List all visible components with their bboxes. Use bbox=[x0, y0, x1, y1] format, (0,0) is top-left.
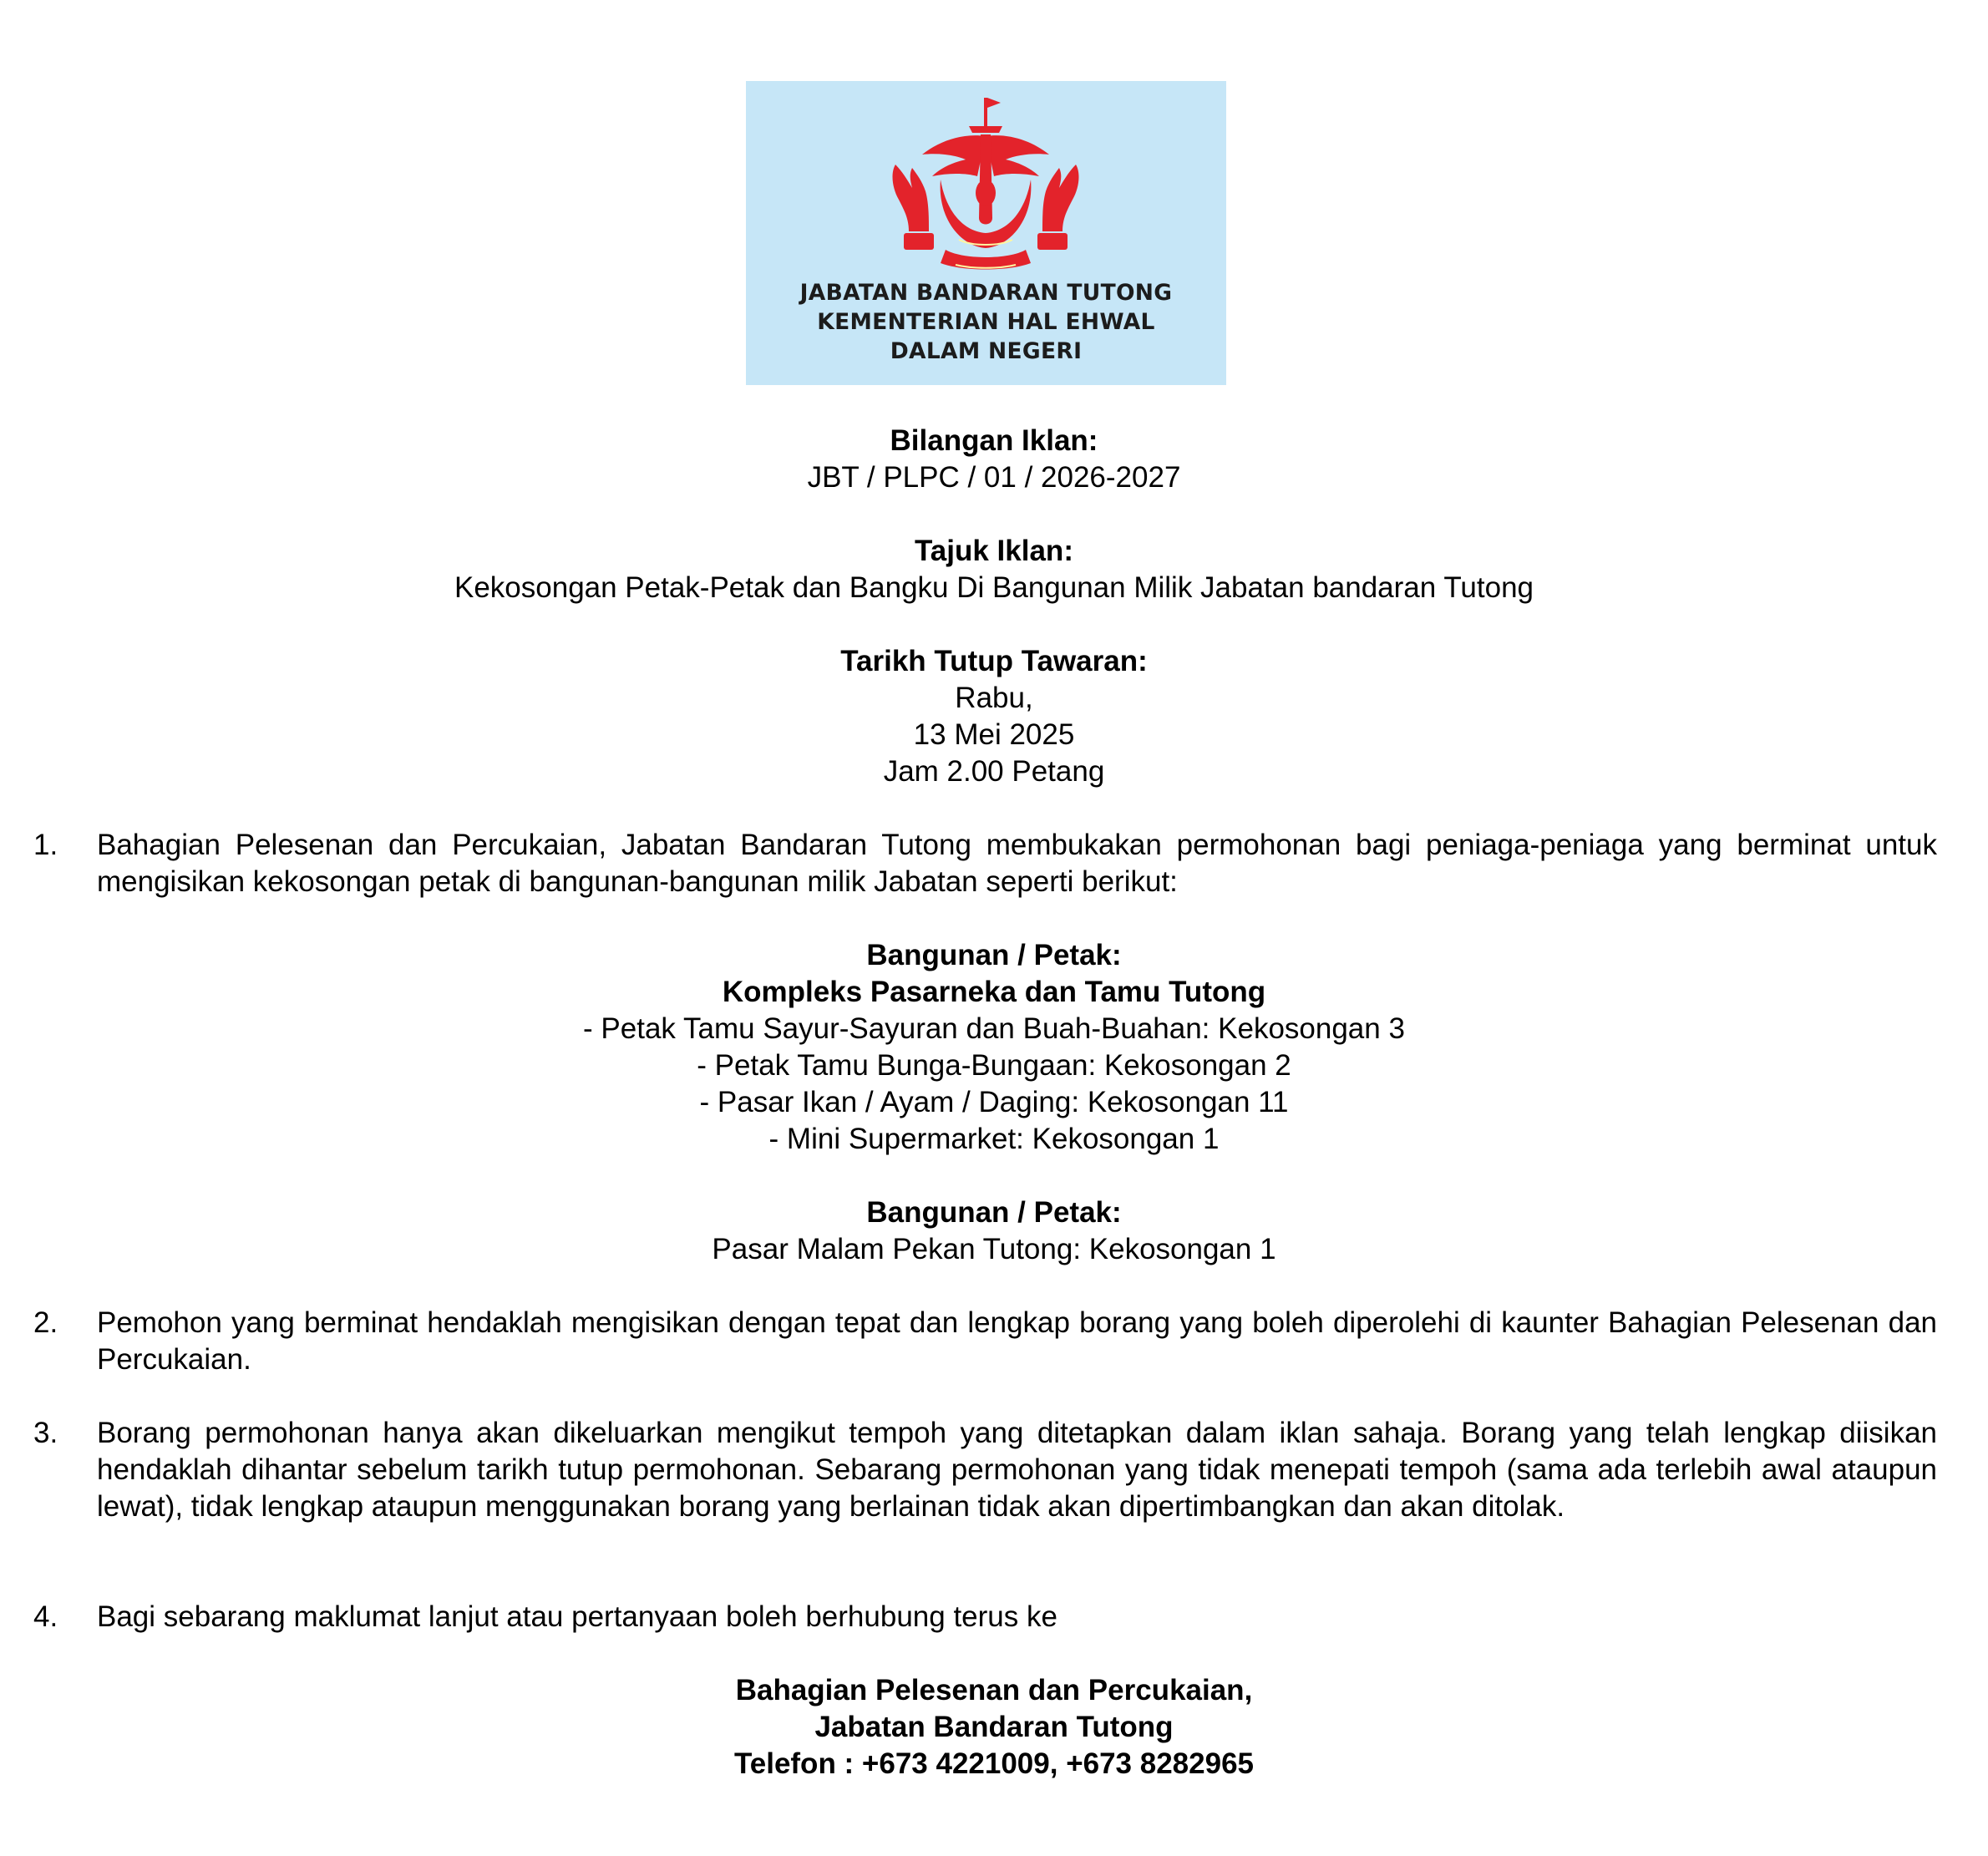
item-number: 2. bbox=[33, 1306, 58, 1339]
item-text: Bagi sebarang maklumat lanjut atau pertanyaan boleh berhubung terus ke bbox=[97, 1600, 1057, 1633]
ad-number-value: JBT / PLPC / 01 / 2026-2027 bbox=[807, 461, 1181, 494]
ad-title-label: Tajuk Iklan: bbox=[915, 535, 1073, 567]
contact-department: Jabatan Bandaran Tutong bbox=[814, 1711, 1174, 1743]
brunei-crest-icon bbox=[879, 93, 1093, 276]
item-text: Bahagian Pelesenan dan Percukaian, Jabatan Bandaran Tutong membukakan permohonan bagi peniaga-peniaga yang berminat untuk mengisikan kekosongan petak di bangunan-bangunan milik Jabatan seperti berikut: bbox=[97, 829, 1937, 898]
building-label: Bangunan / Petak: bbox=[866, 1196, 1122, 1229]
closing-day: Rabu, bbox=[955, 682, 1033, 714]
logo-line: KEMENTERIAN HAL EHWAL bbox=[817, 309, 1155, 335]
building-name: Kompleks Pasarneka dan Tamu Tutong bbox=[722, 976, 1266, 1008]
vacancy-item: Pasar Malam Pekan Tutong: Kekosongan 1 bbox=[712, 1233, 1276, 1265]
ad-number-label: Bilangan Iklan: bbox=[890, 424, 1098, 457]
logo-text bbox=[746, 278, 1226, 366]
contact-division: Bahagian Pelesenan dan Percukaian, bbox=[735, 1674, 1253, 1706]
logo-line: JABATAN BANDARAN TUTONG bbox=[799, 280, 1173, 306]
item-text: Borang permohonan hanya akan dikeluarkan mengikut tempoh yang ditetapkan dalam iklan sahaja. Borang yang telah lengkap diisikan hendaklah dihantar sebelum tarikh tutup permohonan. Sebarang permohonan yang tidak menepati tempoh (sama ada terlebih awal ataupun lewat), tidak lengkap ataupun menggunakan borang yang berlainan tidak akan dipertimbangkan dan akan ditolak. bbox=[97, 1417, 1937, 1523]
vacancy-item: - Petak Tamu Bunga-Bungaan: Kekosongan 2 bbox=[697, 1049, 1291, 1082]
building-label: Bangunan / Petak: bbox=[866, 939, 1122, 971]
closing-date: 13 Mei 2025 bbox=[913, 718, 1075, 751]
vacancy-item: - Pasar Ikan / Ayam / Daging: Kekosongan 11 bbox=[699, 1086, 1289, 1118]
closing-time: Jam 2.00 Petang bbox=[883, 755, 1105, 788]
closing-date-label: Tarikh Tutup Tawaran: bbox=[840, 645, 1148, 677]
item-number: 3. bbox=[33, 1417, 58, 1449]
logo-line: DALAM NEGERI bbox=[890, 338, 1083, 364]
department-logo bbox=[746, 81, 1226, 385]
vacancy-item: - Petak Tamu Sayur-Sayuran dan Buah-Buahan: Kekosongan 3 bbox=[583, 1012, 1405, 1045]
vacancy-item: - Mini Supermarket: Kekosongan 1 bbox=[768, 1123, 1220, 1155]
item-number: 4. bbox=[33, 1600, 58, 1633]
ad-title-value: Kekosongan Petak-Petak dan Bangku Di Bangunan Milik Jabatan bandaran Tutong bbox=[454, 571, 1534, 604]
item-number: 1. bbox=[33, 829, 58, 861]
item-text: Pemohon yang berminat hendaklah mengisikan dengan tepat dan lengkap borang yang boleh diperolehi di kaunter Bahagian Pelesenan dan Percukaian. bbox=[97, 1306, 1937, 1376]
contact-phone: Telefon : +673 4221009, +673 8282965 bbox=[733, 1747, 1255, 1780]
